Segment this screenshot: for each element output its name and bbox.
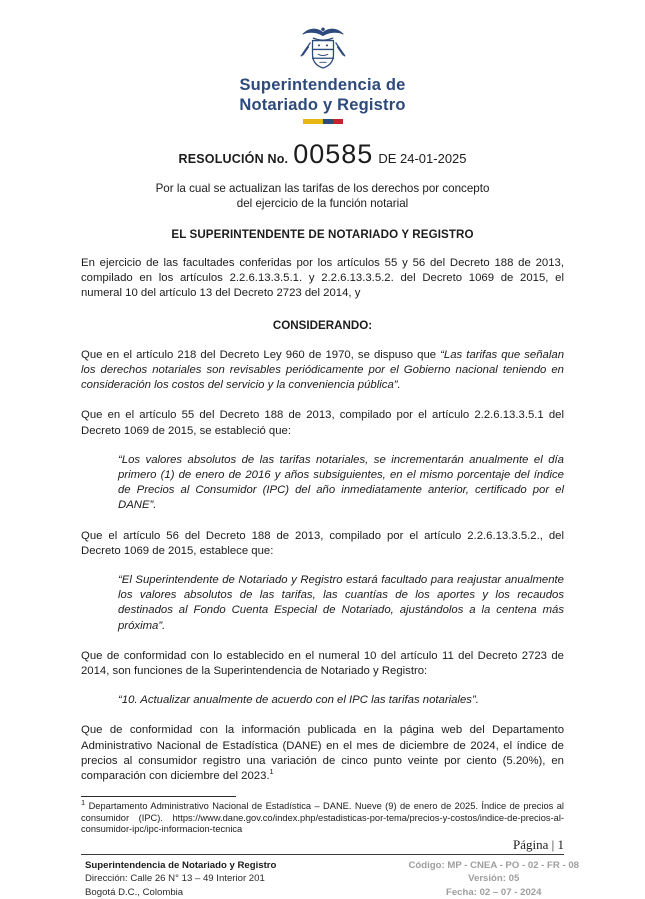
footer-code: Código: MP - CNEA - PO - 02 - FR - 08 <box>408 859 579 871</box>
org-name-line2: Notariado y Registro <box>239 95 406 114</box>
paragraph-preamble: En ejercicio de las facultades conferidas por los artículos 55 y 56 del Decreto 188 de 2013, compilado en los artículos 2.2.6.13.3.5.1. y 2.2.6.13.3.5.2. del Decreto 1069 de 2015, el numeral 10 del artículo 13 del Decreto 2723 del 2014, y <box>81 257 564 300</box>
flag-blue-stripe <box>323 119 333 124</box>
quote-actualizar-anualmente: “10. Actualizar anualmente de acuerdo con el IPC las tarifas notariales”. <box>118 694 479 707</box>
authority-heading: EL SUPERINTENDENTE DE NOTARIADO Y REGISTRO <box>171 228 474 241</box>
page-footer <box>0 854 645 899</box>
paragraph-dane-variacion-text: Que de conformidad con la información publicada en la página web del Departamento Administrativo Nacional de Estadística (DANE) en el mes de diciembre de 2024, el índice de precios al consumidor registro una variación de cinco punto veinte por ciento (5.20%), en comparación con diciembre del 2023. <box>81 724 564 783</box>
footnote-divider <box>81 796 236 797</box>
footer-address-line2: Bogotá D.C., Colombia <box>85 886 184 898</box>
paragraph-articulo-55: Que en el artículo 55 del Decreto 188 de 2013, compilado por el artículo 2.2.6.13.3.5.1 del Decreto 1069 de 2015, se estableció que: <box>81 409 564 437</box>
footnote <box>81 798 564 835</box>
footer-address-line1: Dirección: Calle 26 N° 13 – 49 Interior 201 <box>85 873 265 885</box>
colombia-flag-bar <box>303 119 343 124</box>
quote-tarifas-ipc: “Los valores absolutos de las tarifas notariales, se incrementarán anualmente el día primero (1) de enero de 2016 y años subsiguientes, en el mismo porcentaje del índice de Precios al Consumidor (IPC) del año inmediatamente anterior, certificado por el DANE”. <box>118 453 564 512</box>
footer-date: Fecha: 02 – 07 - 2024 <box>445 886 542 898</box>
paragraph-dane-variacion <box>81 723 564 784</box>
paragraph-articulo-218-text: Que en el artículo 218 del Decreto Ley 960 de 1970, se dispuso que <box>81 348 441 361</box>
footnote-text: Departamento Administrativo Nacional de Estadística – DANE. Nueve (9) de enero de 2025. Índice de precios al consumidor (IPC). https://www.dane.gov.co/index.php/estadisticas-por-tema/precios-y-costos/indice-de-precios-al-consumidor-ipc/ipc-informacion-tecnica <box>81 801 564 835</box>
org-name <box>0 76 645 115</box>
footer-address-block <box>85 859 276 899</box>
subject-line1: Por la cual se actualizan las tarifas de los derechos por concepto <box>155 182 490 195</box>
paragraph-articulo-218 <box>81 348 564 394</box>
quote-superintendente-facultado: “El Superintendente de Notariado y Registro estará facultado para reajustar anualmente los valores absolutos de las tarifas, las cuantías de los aportes y los recaudos destinados al Fondo Cuenta Especial de Notariado, ajustándolos a la centena más próxima”. <box>118 574 564 632</box>
resolution-headline <box>0 141 645 168</box>
resolution-date-value: 24-01-2025 <box>400 151 467 166</box>
footer-divider <box>81 854 564 855</box>
subject-line2: del ejercicio de la función notarial <box>236 197 409 210</box>
considerando-heading: CONSIDERANDO: <box>272 318 373 332</box>
resolution-label: RESOLUCIÓN No. <box>178 152 289 166</box>
resolution-number: 00585 <box>293 139 374 169</box>
footer-org-name: Superintendencia de Notariado y Registro <box>85 859 277 871</box>
document-body <box>81 256 564 852</box>
resolution-subject <box>0 181 645 211</box>
paragraph-articulo-56: Que el artículo 56 del Decreto 188 de 2013, compilado por el artículo 2.2.6.13.3.5.2., del Decreto 1069 de 2015, establece que: <box>81 529 564 557</box>
flag-red-stripe <box>333 119 343 124</box>
coat-of-arms-icon <box>297 22 349 72</box>
flag-yellow-stripe <box>303 119 323 124</box>
footnote-reference: 1 <box>269 767 274 777</box>
footnote-number: 1 <box>81 798 86 808</box>
resolution-date-prefix: DE <box>378 151 397 166</box>
footer-document-control <box>408 859 579 899</box>
footer-version: Versión: 05 <box>468 873 520 885</box>
paragraph-articulo-218-quote: “Las tarifas que señalan los derechos notariales son revisables periódicamente por el Gobierno nacional teniendo en consideración los costos del servicio y la conveniencia pública”. <box>81 348 565 392</box>
resolution-date <box>378 151 466 166</box>
paragraph-decreto-2723: Que de conformidad con lo establecido en el numeral 10 del artículo 11 del Decreto 2723 de 2014, son funciones de la Superintendencia de Notariado y Registro: <box>81 649 564 678</box>
org-name-line1: Superintendencia de <box>239 76 406 94</box>
letterhead <box>0 0 645 124</box>
page-number: Página | 1 <box>513 836 564 852</box>
